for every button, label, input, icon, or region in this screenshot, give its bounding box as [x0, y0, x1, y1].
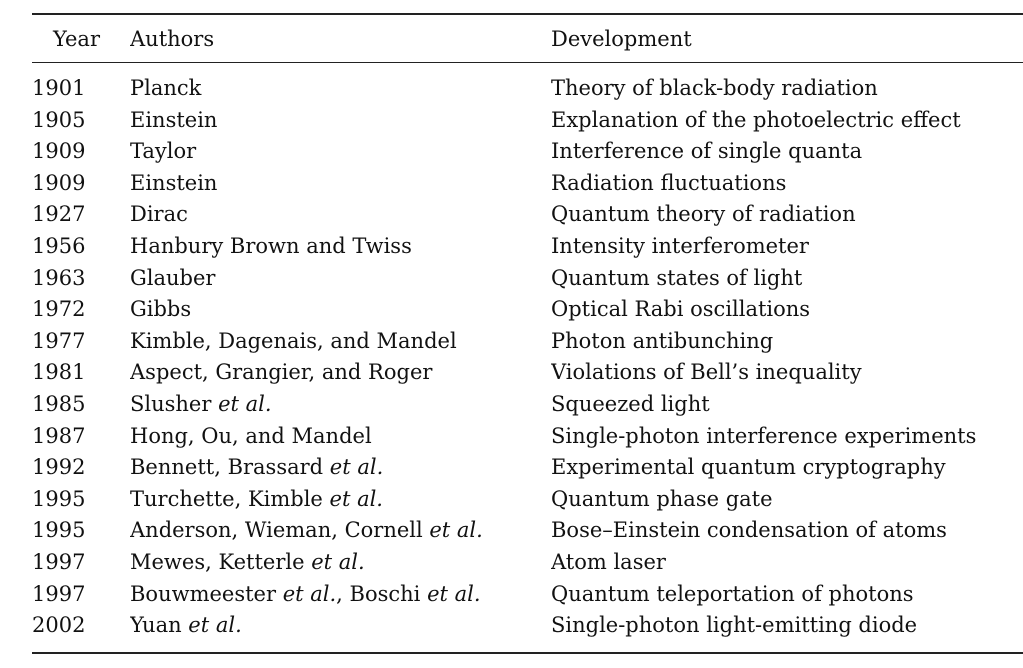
table-row	[32, 263, 1023, 295]
cell-development: Explanation of the photoelectric effect	[551, 107, 961, 132]
table-row	[32, 484, 1023, 516]
cell-authors	[130, 136, 551, 168]
authors-text: Taylor	[130, 139, 197, 164]
cell-authors	[130, 421, 551, 453]
cell-development: Quantum states of light	[551, 265, 803, 290]
table-row	[32, 105, 1023, 137]
table-bottom-rule	[32, 652, 1023, 654]
cell-development: Interference of single quanta	[551, 139, 863, 164]
authors-text: Kimble, Dagenais, and Mandel	[130, 328, 457, 353]
cell-development: Optical Rabi oscillations	[551, 297, 811, 322]
table-row	[32, 136, 1023, 168]
cell-year: 1981	[32, 360, 86, 385]
table-row	[32, 168, 1023, 200]
cell-year: 1992	[32, 455, 86, 480]
cell-authors	[130, 73, 551, 105]
authors-etal: et al.	[329, 486, 383, 511]
cell-authors	[130, 452, 551, 484]
authors-etal: et al.	[218, 391, 272, 416]
cell-year: 1995	[32, 518, 86, 543]
cell-development: Intensity interferometer	[551, 233, 809, 258]
cell-authors	[130, 547, 551, 579]
authors-text: Bennett, Brassard	[130, 455, 330, 480]
cell-year: 1987	[32, 423, 86, 448]
table-row	[32, 421, 1023, 453]
cell-year: 1909	[32, 139, 86, 164]
authors-text: Yuan	[130, 613, 189, 638]
cell-year: 1927	[32, 202, 86, 227]
cell-development: Violations of Bell’s inequality	[551, 360, 862, 385]
authors-text: Planck	[130, 76, 202, 100]
header-authors: Authors	[130, 26, 215, 51]
cell-year: 1963	[32, 265, 86, 290]
table-row	[32, 357, 1023, 389]
authors-text: Mewes, Ketterle	[130, 549, 312, 574]
cell-year: 1997	[32, 581, 86, 606]
authors-etal: et al.	[427, 581, 481, 606]
cell-development: Experimental quantum cryptography	[551, 455, 946, 480]
authors-text: Einstein	[130, 170, 218, 195]
authors-etal: et al.	[311, 549, 365, 574]
cell-year: 1909	[32, 170, 86, 195]
table-row	[32, 231, 1023, 263]
cell-development: Single-photon light-emitting diode	[551, 613, 918, 638]
authors-text: Aspect, Grangier, and Roger	[130, 360, 433, 385]
cell-authors	[130, 326, 551, 358]
cell-authors	[130, 263, 551, 295]
cell-year: 1901	[32, 76, 86, 100]
cell-authors	[130, 168, 551, 200]
cell-authors	[130, 515, 551, 547]
cell-authors	[130, 579, 551, 611]
cell-development: Quantum teleportation of photons	[551, 581, 914, 606]
cell-year: 1977	[32, 328, 86, 353]
cell-year: 1995	[32, 486, 86, 511]
cell-authors	[130, 389, 551, 421]
cell-development: Quantum theory of radiation	[551, 202, 856, 227]
cell-authors	[130, 231, 551, 263]
cell-development: Bose–Einstein condensation of atoms	[551, 518, 947, 543]
cell-development: Atom laser	[551, 549, 666, 574]
authors-etal: et al.	[282, 581, 337, 606]
table-row	[32, 515, 1023, 547]
cell-authors	[130, 294, 551, 326]
cell-year: 2002	[32, 613, 86, 638]
table-row	[32, 610, 1023, 642]
cell-development: Photon antibunching	[551, 328, 774, 353]
cell-development: Single-photon interference experiments	[551, 423, 977, 448]
cell-year: 1905	[32, 107, 86, 132]
table-row	[32, 326, 1023, 358]
cell-development: Squeezed light	[551, 391, 710, 416]
authors-text: , Boschi	[336, 581, 428, 606]
table-row	[32, 199, 1023, 231]
authors-text: Glauber	[130, 265, 216, 290]
table-body	[32, 63, 1023, 652]
cell-year: 1997	[32, 549, 86, 574]
authors-text: Einstein	[130, 107, 218, 132]
cell-development: Radiation fluctuations	[551, 170, 787, 195]
cell-authors	[130, 199, 551, 231]
authors-text: Anderson, Wieman, Cornell	[130, 518, 430, 543]
header-development: Development	[551, 26, 692, 51]
cell-year: 1985	[32, 391, 86, 416]
table-row	[32, 389, 1023, 421]
cell-authors	[130, 105, 551, 137]
authors-text: Turchette, Kimble	[130, 486, 330, 511]
header-year: Year	[52, 26, 100, 51]
table-header-row	[32, 15, 1023, 62]
cell-development: Theory of black-body radiation	[551, 76, 878, 100]
authors-text: Hong, Ou, and Mandel	[130, 423, 372, 448]
authors-text: Hanbury Brown and Twiss	[130, 233, 412, 258]
table-row	[32, 547, 1023, 579]
cell-development: Quantum phase gate	[551, 486, 773, 511]
table-row	[32, 73, 1023, 105]
cell-authors	[130, 610, 551, 642]
authors-etal: et al.	[329, 455, 384, 480]
cell-year: 1972	[32, 297, 86, 322]
authors-text: Slusher	[130, 391, 219, 416]
cell-authors	[130, 357, 551, 389]
authors-text: Bouwmeester	[130, 581, 283, 606]
authors-etal: et al.	[429, 518, 483, 543]
cell-authors	[130, 484, 551, 516]
table-row	[32, 579, 1023, 611]
history-table	[32, 13, 1023, 654]
table-row	[32, 294, 1023, 326]
authors-text: Dirac	[130, 202, 188, 227]
authors-text: Gibbs	[130, 297, 192, 322]
cell-year: 1956	[32, 233, 86, 258]
authors-etal: et al.	[188, 613, 242, 638]
table-row	[32, 452, 1023, 484]
